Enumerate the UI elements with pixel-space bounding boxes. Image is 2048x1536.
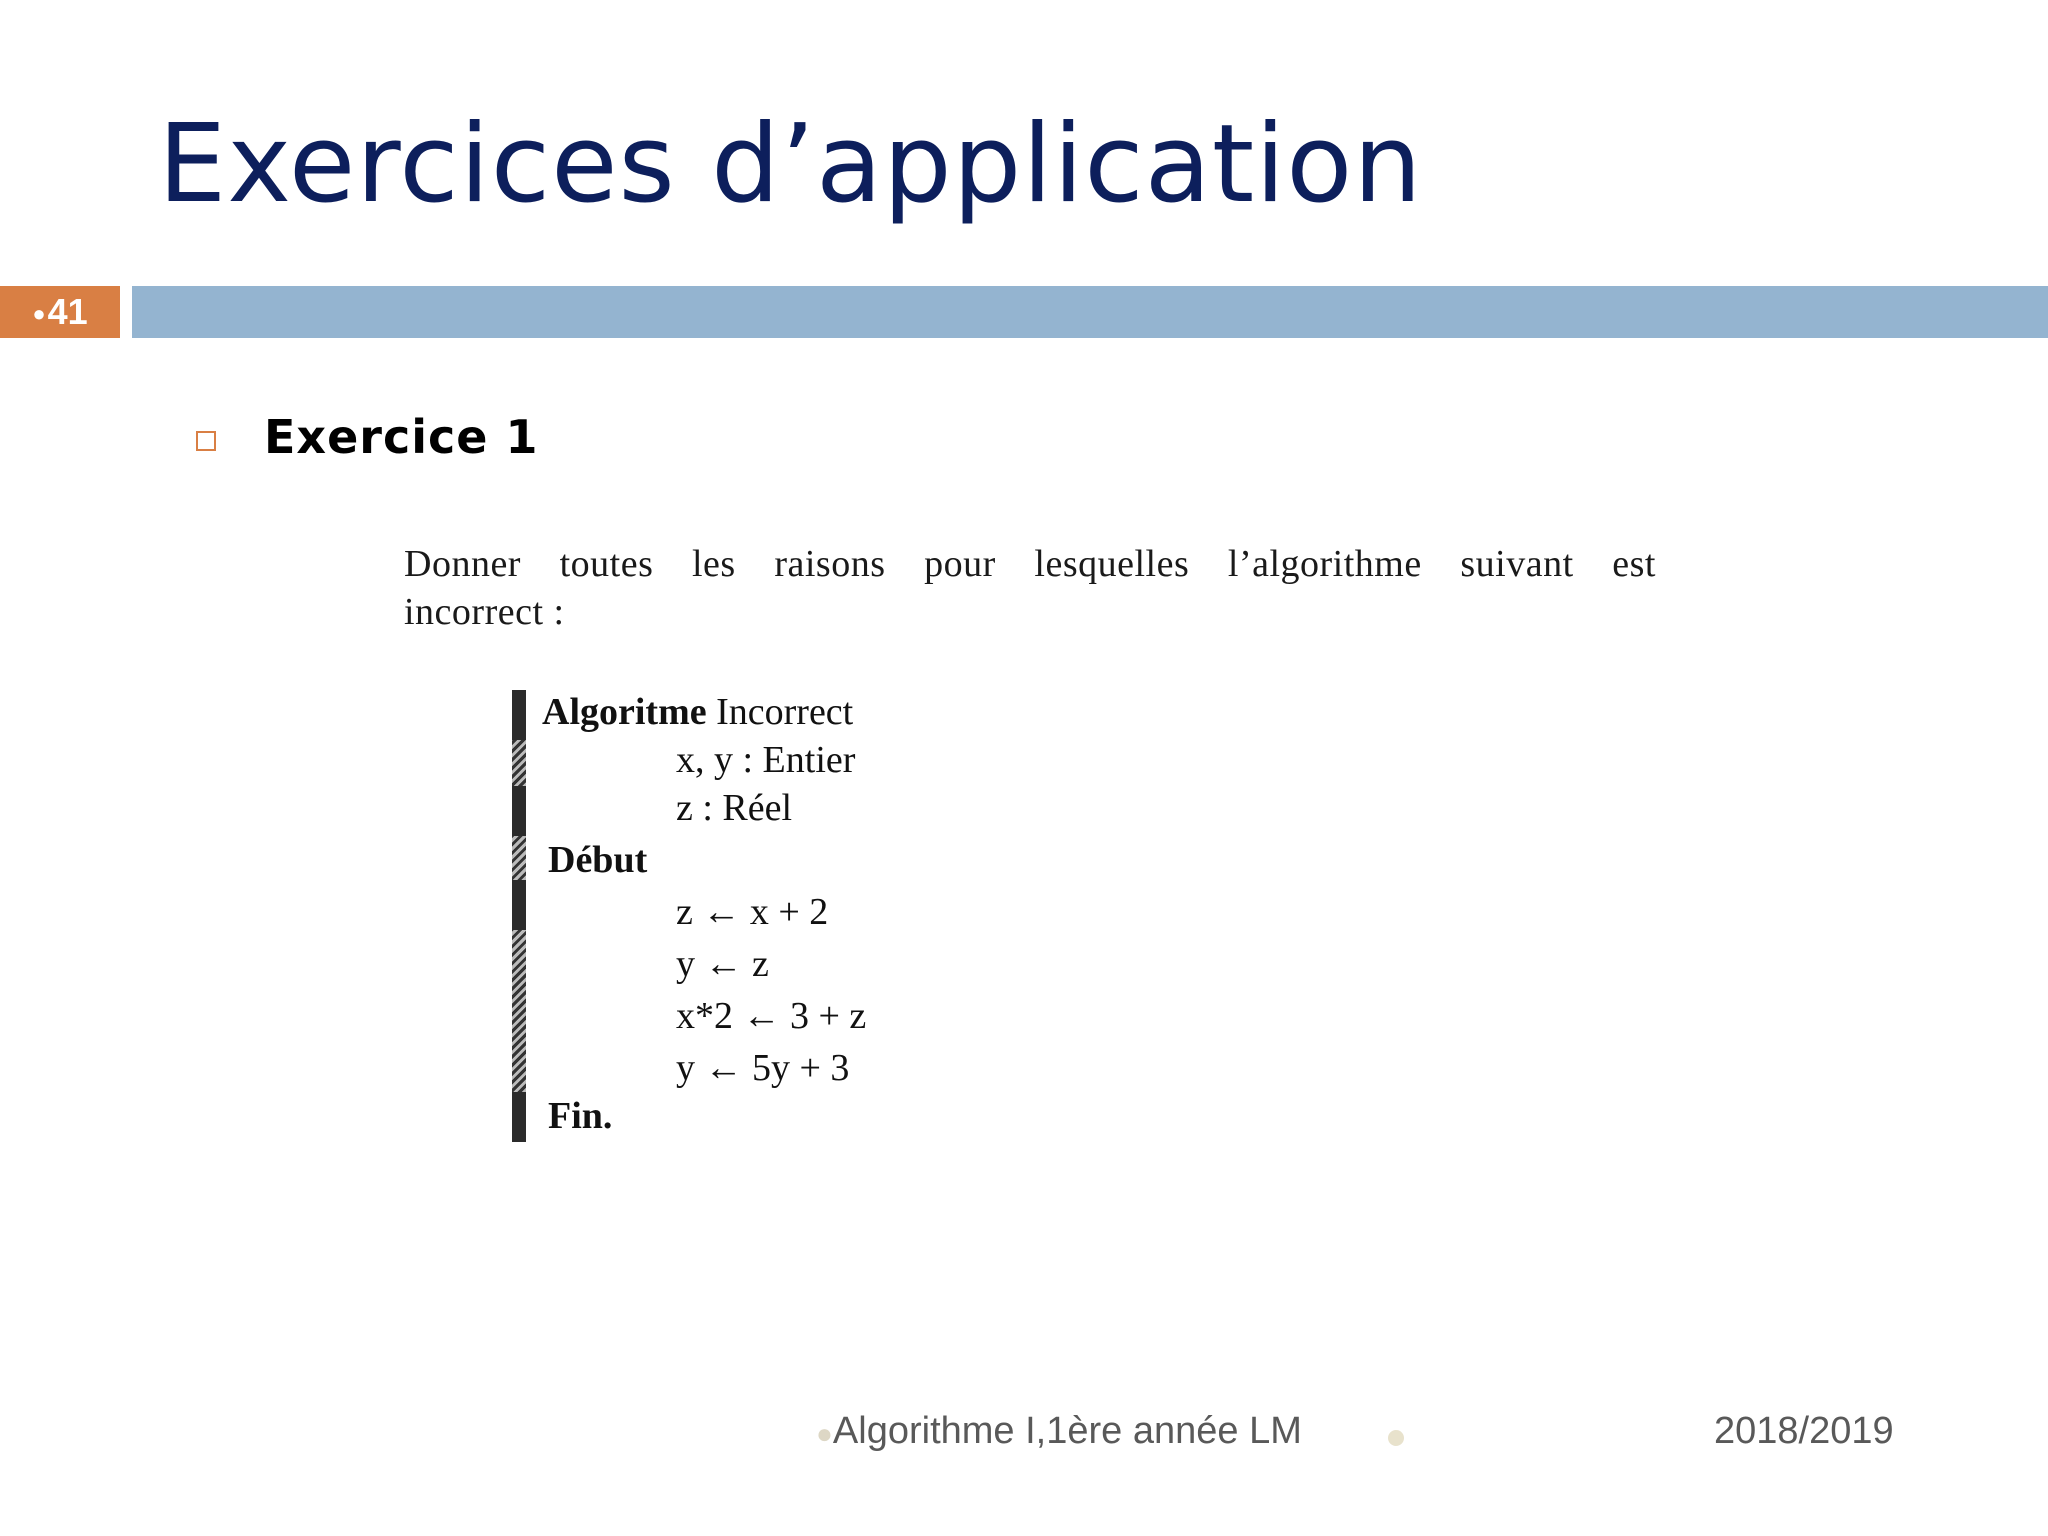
- statement-word: les: [692, 543, 736, 585]
- statement-word: suivant: [1460, 543, 1574, 585]
- slide-title: Exercices d’application: [158, 102, 1423, 227]
- footer-course-label: Algorithme I,1ère année LM: [832, 1410, 1302, 1452]
- statement-word: est: [1612, 543, 1656, 585]
- slide-number-badge: [0, 286, 120, 338]
- statement-word: Donner: [404, 543, 521, 585]
- statement-word: raisons: [774, 543, 886, 585]
- algorithm-margin-bar: [512, 690, 526, 1142]
- algorithm-name: Incorrect: [716, 691, 854, 733]
- header-divider-bar: [132, 286, 2048, 338]
- algorithm-statement: x*2 ← 3 + z: [676, 995, 867, 1037]
- statement-word: l’algorithme: [1227, 543, 1422, 585]
- algorithm-declaration: x, y : Entier: [676, 739, 856, 781]
- algorithm-header: [542, 690, 853, 734]
- exercise-statement: [404, 540, 1664, 636]
- footer-bullet: ●: [816, 1418, 833, 1449]
- statement-word: pour: [924, 543, 996, 585]
- algorithm-block: [512, 690, 912, 1142]
- algorithm-declaration: z : Réel: [676, 787, 793, 829]
- footer-year: 2018/2019: [1714, 1410, 1894, 1452]
- statement-line-2: incorrect :: [404, 591, 565, 633]
- algorithm-statement: y ← 5y + 3: [676, 1047, 850, 1089]
- slide-number-dot: ●: [32, 301, 46, 327]
- statement-word: lesquelles: [1034, 543, 1190, 585]
- algorithm-statement: z ← x + 2: [676, 891, 829, 933]
- algorithm-begin: Début: [548, 839, 648, 881]
- square-bullet-icon: [196, 431, 216, 451]
- statement-line-1: [404, 540, 1656, 588]
- algorithm-keyword: Algoritme: [542, 691, 707, 733]
- statement-word: toutes: [559, 543, 654, 585]
- footer-dot-icon: [1388, 1430, 1404, 1446]
- algorithm-end: Fin.: [548, 1095, 613, 1137]
- bullet-label: Exercice 1: [264, 410, 539, 464]
- bullet-item: [196, 402, 539, 472]
- slide-number: 41: [47, 291, 88, 332]
- footer-course: [816, 1410, 1302, 1453]
- algorithm-statement: y ← z: [676, 943, 769, 985]
